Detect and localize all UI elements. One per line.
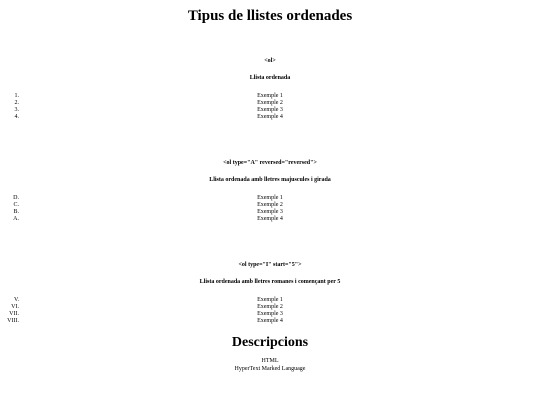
list-item: [0, 209, 540, 216]
list-item: [0, 100, 540, 107]
ordered-list: [0, 93, 540, 121]
list-item-text: Exemple 1: [257, 297, 283, 303]
list-item: [0, 311, 540, 318]
code-label: <ol type="I" start="5">: [238, 262, 302, 268]
page-title: Tipus de llistes ordenades: [187, 8, 353, 24]
list-item-text: Exemple 2: [257, 202, 283, 208]
list-item-text: Exemple 4: [257, 318, 283, 324]
list-item-text: Exemple 1: [257, 93, 283, 99]
list-item: [0, 107, 540, 114]
list-marker: 3.: [14, 107, 19, 113]
list-item-text: Exemple 4: [257, 114, 283, 120]
code-label: <ol type="A" reversed="reversed">: [223, 160, 317, 166]
ordered-list: [0, 195, 540, 223]
list-marker: D.: [13, 195, 19, 201]
description-definition: HyperText Marked Language: [234, 366, 306, 372]
ordered-list-section: [0, 58, 540, 121]
list-item-text: Exemple 2: [257, 100, 283, 106]
list-item-text: Exemple 3: [257, 107, 283, 113]
list-marker: A.: [13, 216, 19, 222]
section-title: Llista ordenada amb lletres romanes i començant per 5: [199, 279, 341, 285]
list-marker: 1.: [14, 93, 19, 99]
list-item: [0, 114, 540, 121]
list-item-text: Exemple 2: [257, 304, 283, 310]
list-item: [0, 93, 540, 100]
list-item: [0, 195, 540, 202]
ordered-list: [0, 297, 540, 325]
list-item: [0, 202, 540, 209]
list-item-text: Exemple 3: [257, 209, 283, 215]
list-item-text: Exemple 1: [257, 195, 283, 201]
list-item-text: Exemple 3: [257, 311, 283, 317]
section-title: Llista ordenada amb lletres majuscules i girada: [209, 177, 331, 183]
list-marker: 2.: [14, 100, 19, 106]
list-marker: B.: [13, 209, 19, 215]
descriptions-title: Descripcions: [231, 335, 309, 350]
list-marker: V.: [13, 297, 19, 303]
roman-list-section: [0, 262, 540, 325]
list-item: [0, 297, 540, 304]
list-marker: 4.: [14, 114, 19, 120]
list-marker: C.: [13, 202, 19, 208]
list-marker: VIII.: [7, 318, 19, 324]
list-marker: VII.: [9, 311, 19, 317]
reversed-uppercase-list-section: [0, 160, 540, 223]
description-term: HTML: [261, 358, 279, 364]
list-marker: VI.: [11, 304, 19, 310]
list-item-text: Exemple 4: [257, 216, 283, 222]
section-title: Llista ordenada: [249, 75, 291, 81]
list-item: [0, 318, 540, 325]
code-label: <ol>: [264, 58, 276, 64]
list-item: [0, 304, 540, 311]
list-item: [0, 216, 540, 223]
